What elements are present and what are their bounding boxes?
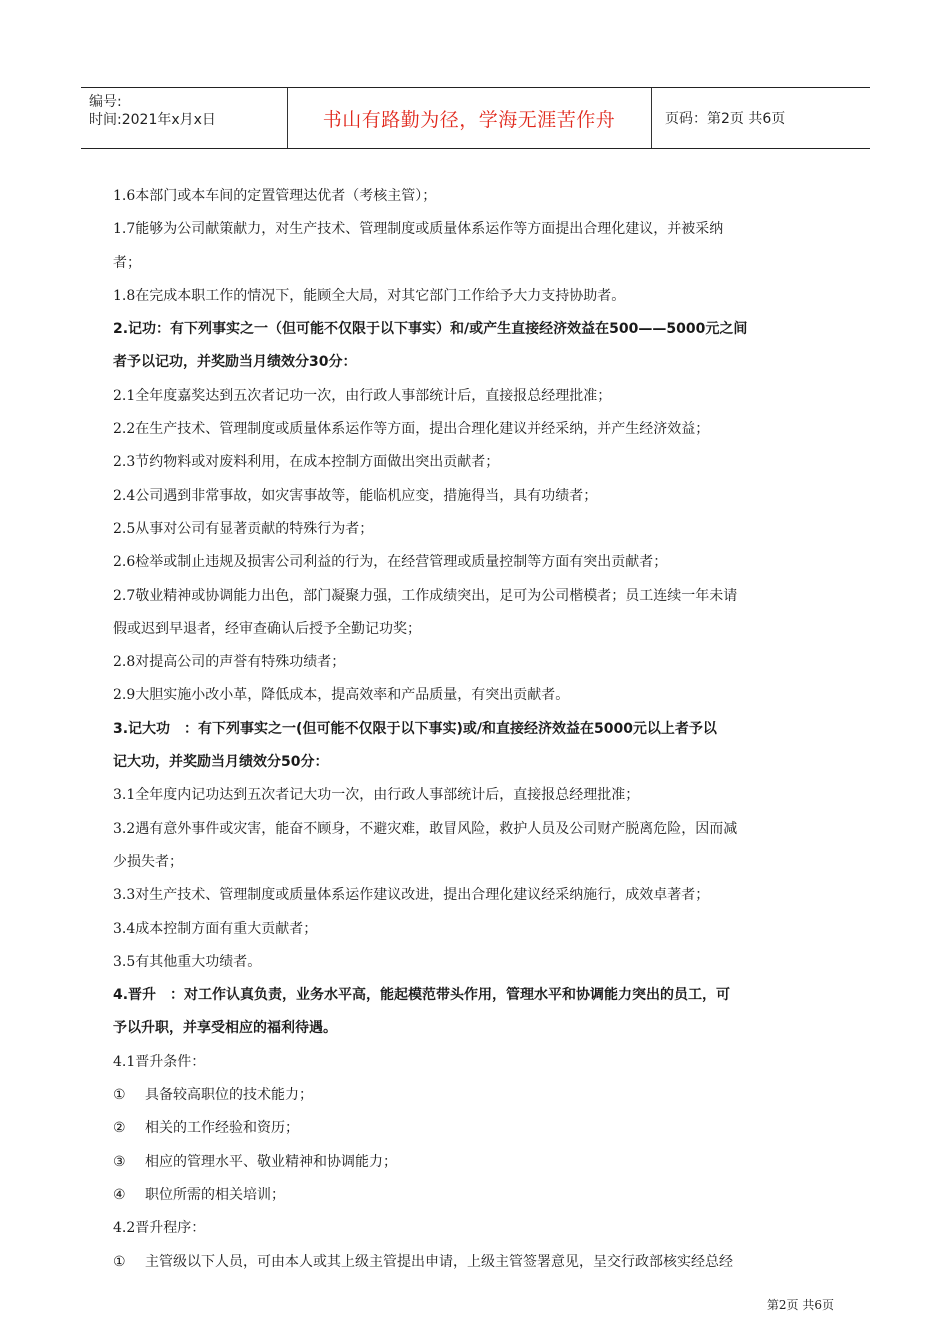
body-text-line	[113, 380, 841, 413]
body-text-line	[113, 779, 841, 812]
section-heading-line	[113, 979, 841, 1012]
line-text: 予以升职，并享受相应的福利待遇。	[113, 1020, 337, 1037]
line-text: 2.2在生产技术、管理制度或质量体系运作等方面，提出合理化建议并经采纳，并产生经济效益；	[113, 421, 710, 438]
body-text-line	[113, 879, 841, 912]
line-text: 2.记功：有下列事实之一（但可能不仅限于以下事实）和/或产生直接经济效益在500——5000元之间	[113, 321, 748, 338]
line-text: 4.2晋升程序：	[113, 1220, 206, 1237]
header-page-info: 页码：第2页 共6页	[665, 111, 786, 127]
body-text-line	[113, 946, 841, 979]
document-number-label: 编号:	[89, 94, 122, 110]
line-text: 2.5从事对公司有显著贡献的特殊行为者；	[113, 520, 374, 537]
line-text: 主管级以下人员，可由本人或其上级主管提出申请，上级主管签署意见，呈交行政部核实经总经	[145, 1253, 733, 1270]
line-text: 3.1全年度内记功达到五次者记大功一次，由行政人事部统计后，直接报总经理批准；	[113, 787, 640, 804]
line-text: 者；	[113, 254, 141, 271]
list-marker: ②	[113, 1120, 126, 1137]
body-text-line	[113, 679, 841, 712]
body-text-line	[113, 646, 841, 679]
line-text: 相关的工作经验和资历；	[145, 1120, 299, 1137]
section-heading-line	[113, 346, 841, 379]
line-text: 2.6检举或制止违规及损害公司利益的行为，在经营管理或质量控制等方面有突出贡献者；	[113, 554, 668, 571]
document-time-label: 时间:2021年x月x日	[89, 112, 216, 128]
body-text-line	[113, 213, 841, 246]
list-marker: ①	[113, 1087, 126, 1104]
line-text: 1.6本部门或本车间的定置管理达优者（考核主管）；	[113, 188, 437, 204]
body-text-line	[113, 846, 841, 879]
line-text: 1.8在完成本职工作的情况下，能顾全大局，对其它部门工作给予大力支持协助者。	[113, 287, 626, 304]
body-text-line	[113, 413, 841, 446]
body-text-line	[113, 180, 841, 213]
body-text-line	[113, 446, 841, 479]
list-marker: ①	[113, 1253, 126, 1270]
line-text: 3.5有其他重大功绩者。	[113, 953, 262, 970]
body-text-line	[113, 480, 841, 513]
header-meta-cell	[81, 88, 288, 148]
section-heading-line	[113, 713, 841, 746]
body-text-line	[113, 1212, 841, 1245]
line-text: 假或迟到早退者，经审查确认后授予全勤记功奖；	[113, 620, 421, 637]
header-page-cell	[651, 88, 870, 148]
list-marker: ④	[113, 1186, 126, 1203]
line-text: 2.8对提高公司的声誉有特殊功绩者；	[113, 654, 346, 671]
body-text-line	[113, 1246, 841, 1279]
page-footer: 第2页 共6页	[766, 1298, 834, 1312]
body-text-line	[113, 1146, 841, 1179]
body-text-line	[113, 1179, 841, 1212]
line-text: 2.3节约物料或对废料利用，在成本控制方面做出突出贡献者；	[113, 454, 500, 471]
body-text-line	[113, 513, 841, 546]
line-text: 3.3对生产技术、管理制度或质量体系运作建议改进，提出合理化建议经采纳施行，成效卓著者；	[113, 887, 710, 904]
body-text-line	[113, 813, 841, 846]
body-text-line	[113, 580, 841, 613]
body-text-line	[113, 613, 841, 646]
line-text: 2.9大胆实施小改小革，降低成本，提高效率和产品质量，有突出贡献者。	[113, 687, 570, 704]
document-body	[113, 180, 841, 1279]
line-text: 职位所需的相关培训；	[145, 1186, 285, 1203]
header-motto: 书山有路勤为径，学海无涯苦作舟	[322, 108, 616, 131]
body-text-line	[113, 1079, 841, 1112]
line-text: 具备较高职位的技术能力；	[145, 1087, 313, 1104]
line-text: 2.4公司遇到非常事故，如灾害事故等，能临机应变，措施得当，具有功绩者；	[113, 487, 598, 504]
line-text: 少损失者；	[113, 853, 183, 870]
line-text: 2.1全年度嘉奖达到五次者记功一次，由行政人事部统计后，直接报总经理批准；	[113, 387, 612, 404]
line-text: 3.记大功 ：有下列事实之一(但可能不仅限于以下事实)或/和直接经济效益在5000元以上者予以	[113, 720, 717, 737]
line-text: 2.7敬业精神或协调能力出色，部门凝聚力强，工作成绩突出，足可为公司楷模者；员工连续一年未请	[113, 587, 738, 604]
body-text-line	[113, 1046, 841, 1079]
body-text-line	[113, 546, 841, 579]
body-text-line	[113, 913, 841, 946]
section-heading-line	[113, 746, 841, 779]
line-text: 者予以记功，并奖励当月绩效分30分：	[113, 354, 357, 371]
list-marker: ③	[113, 1153, 126, 1170]
section-heading-line	[113, 1012, 841, 1045]
line-text: 1.7能够为公司献策献力，对生产技术、管理制度或质量体系运作等方面提出合理化建议，并被采纳	[113, 221, 724, 238]
line-text: 4.晋升 ：对工作认真负责，业务水平高，能起模范带头作用，管理水平和协调能力突出的员工，可	[113, 987, 731, 1004]
body-text-line	[113, 247, 841, 280]
line-text: 3.4成本控制方面有重大贡献者；	[113, 920, 318, 937]
document-header	[81, 87, 870, 149]
body-text-line	[113, 280, 841, 313]
line-text: 4.1晋升条件：	[113, 1053, 206, 1070]
section-heading-line	[113, 313, 841, 346]
header-motto-cell	[287, 88, 652, 148]
line-text: 3.2遇有意外事件或灾害，能奋不顾身，不避灾难，敢冒风险，救护人员及公司财产脱离危险，因而减	[113, 820, 738, 837]
line-text: 相应的管理水平、敬业精神和协调能力；	[145, 1153, 397, 1170]
line-text: 记大功，并奖励当月绩效分50分：	[113, 754, 329, 771]
body-text-line	[113, 1112, 841, 1145]
